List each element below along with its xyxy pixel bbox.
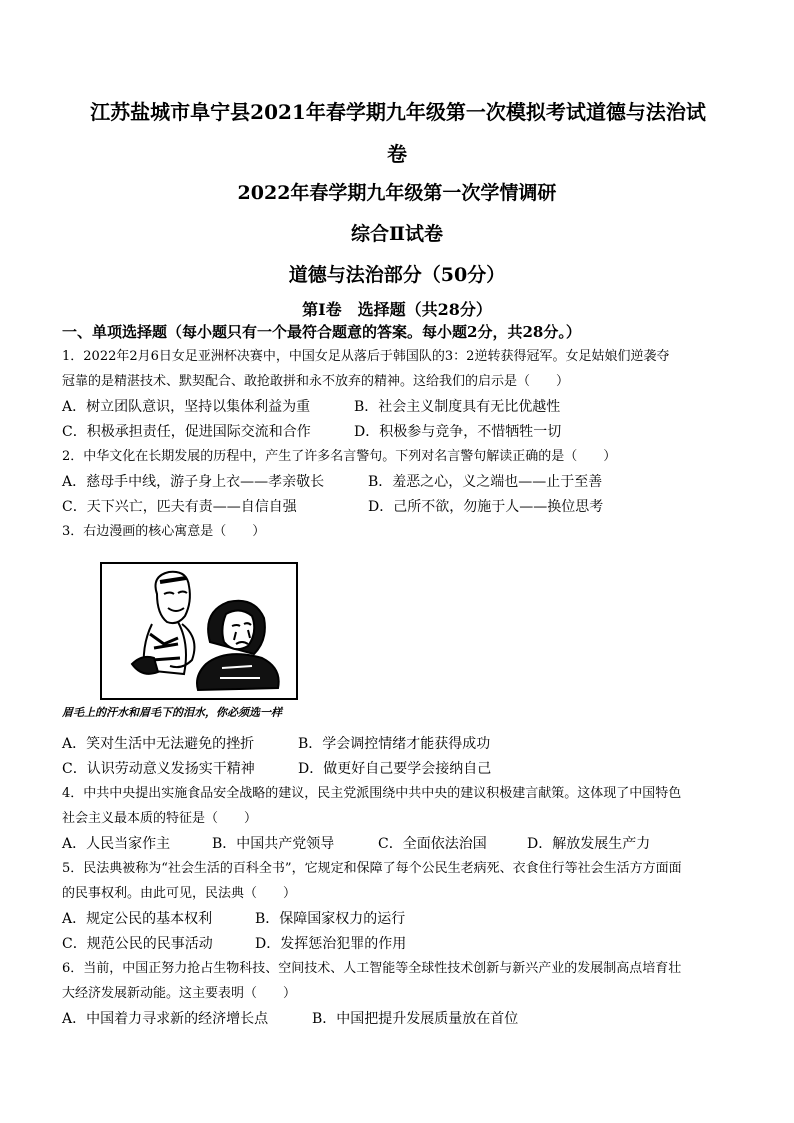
exam-paper-name: 综合Ⅱ试卷 [350,223,443,245]
q3-option-c: C．认识劳动意义发扬实干精神 [62,761,255,777]
q4-option-b: B．中国共产党领导 [212,836,335,852]
q5-option-a: A．规定公民的基本权利 [62,911,213,927]
part-heading: 第Ⅰ卷 选择题（共28分） [302,300,492,319]
cartoon-drawing [102,564,296,698]
q6-option-b: B．中国把提升发展质量放在首位 [312,1011,519,1027]
exam-title-continued: 卷 [387,142,407,166]
q2-stem: 2．中华文化在长期发展的历程中，产生了许多名言警句。下列对名言警句解读正确的是（ ） [62,449,617,464]
q2-option-a: A．慈母手中线，游子身上衣——孝亲敬长 [62,474,325,490]
q3-option-b: B．学会调控情绪才能获得成功 [298,736,491,752]
q1-option-d: D．积极参与竞争，不惜牺牲一切 [354,424,562,440]
q1-stem-line2: 冠靠的是精湛技术、默契配合、敢抢敢拼和永不放弃的精神。这给我们的启示是（ ） [62,374,570,389]
cartoon-caption: 眉毛上的汗水和眉毛下的泪水，你必须选一样 [62,706,282,719]
q1-option-a: A．树立团队意识，坚持以集体利益为重 [62,399,311,415]
q5-option-d: D．发挥惩治犯罪的作用 [255,936,407,952]
exam-section-heading: 道德与法治部分（50分） [288,264,506,286]
q2-option-d: D．己所不欲，勿施于人——换位思考 [368,499,604,515]
q6-stem-line2: 大经济发展新动能。这主要表明（ ） [62,986,297,1001]
q6-stem-line1: 6．当前，中国正努力抢占生物科技、空间技术、人工智能等全球性技术创新与新兴产业的发展制高点培育壮 [62,961,682,976]
q2-option-b: B．羞恶之心，义之端也——止于至善 [368,474,603,490]
q2-option-c: C．天下兴亡，匹夫有责——自信自强 [62,499,297,515]
exam-subtitle: 2022年春学期九年级第一次学情调研 [237,182,557,204]
q3-option-a: A．笑对生活中无法避免的挫折 [62,736,255,752]
q5-option-b: B．保障国家权力的运行 [255,911,406,927]
cartoon-image [100,562,298,700]
q1-option-b: B．社会主义制度具有无比优越性 [354,399,561,415]
q4-option-d: D．解放发展生产力 [527,836,651,852]
q1-option-c: C．积极承担责任，促进国际交流和合作 [62,424,311,440]
q4-stem-line1: 4．中共中央提出实施食品安全战略的建议，民主党派围绕中共中央的建议积极建言献策。这体现了中国特色 [62,786,682,801]
q5-stem-line1: 5．民法典被称为“社会生活的百科全书”，它规定和保障了每个公民生老病死、衣食住行等社会生活方方面面 [62,861,682,876]
q6-option-a: A．中国着力寻求新的经济增长点 [62,1011,269,1027]
q5-stem-line2: 的民事权利。由此可见，民法典（ ） [62,886,297,901]
exam-title: 江苏盐城市阜宁县2021年春学期九年级第一次模拟考试道德与法治试 [90,100,706,124]
q4-option-c: C．全面依法治国 [378,836,487,852]
q4-option-a: A．人民当家作主 [62,836,171,852]
q3-stem: 3．右边漫画的核心寓意是（ ） [62,524,266,539]
q5-option-c: C．规范公民的民事活动 [62,936,213,952]
q1-stem-line1: 1．2022年2月6日女足亚洲杯决赛中，中国女足从落后于韩国队的3：2逆转获得冠军。女足姑娘们逆袭夺 [62,349,670,364]
q4-stem-line2: 社会主义最本质的特征是（ ） [62,811,258,826]
q3-option-d: D．做更好自己要学会接纳自己 [298,761,492,777]
section-instruction: 一、单项选择题（每小题只有一个最符合题意的答案。每小题2分，共28分。） [62,323,581,341]
